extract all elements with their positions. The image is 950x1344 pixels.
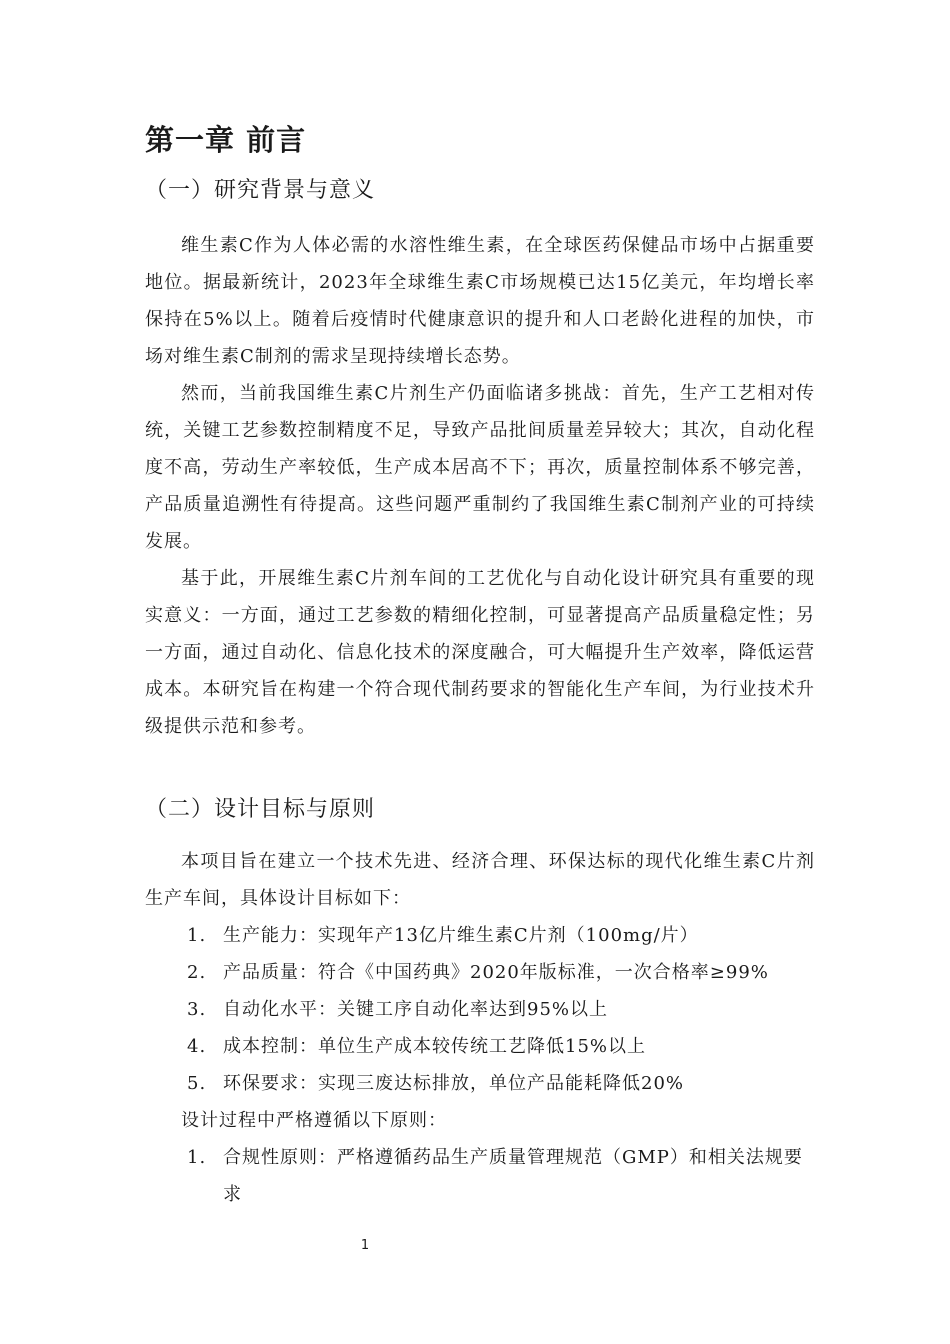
goal-number: 3. [187, 999, 207, 1020]
section-title-background: （一）研究背景与意义 [145, 178, 376, 203]
goal-text: 环保要求：实现三废达标排放，单位产品能耗降低20% [223, 1073, 685, 1094]
goals-intro: 本项目旨在建立一个技术先进、经济合理、环保达标的现代化维生素C片剂生产车间，具体设计目标如下： [145, 851, 815, 909]
goal-item [145, 1065, 815, 1102]
principles-intro: 设计过程中严格遵循以下原则： [181, 1110, 447, 1131]
goal-item [145, 917, 815, 954]
goal-text: 成本控制：单位生产成本较传统工艺降低15%以上 [223, 1036, 647, 1057]
goal-number: 4. [187, 1036, 207, 1057]
goal-item [145, 954, 815, 991]
goal-number: 5. [187, 1073, 207, 1094]
paragraph-challenges: 然而，当前我国维生素C片剂生产仍面临诸多挑战：首先，生产工艺相对传统，关键工艺参数控制精度不足，导致产品批间质量差异较大；其次，自动化程度不高，劳动生产率较低，生产成本居高不下；再次，质量控制体系不够完善，产品质量追溯性有待提高。这些问题严重制约了我国维生素C制剂产业的可持续发展。 [145, 383, 815, 552]
goal-text: 自动化水平：关键工序自动化率达到95%以上 [223, 999, 609, 1020]
goal-item [145, 991, 815, 1028]
principle-item [145, 1139, 815, 1213]
principle-text: 合规性原则：严格遵循药品生产质量管理规范（GMP）和相关法规要求 [223, 1147, 803, 1205]
section-goals-body [145, 843, 815, 1213]
goal-item [145, 1028, 815, 1065]
section-background-body [145, 227, 815, 745]
section-title-goals: （二）设计目标与原则 [145, 797, 376, 822]
goal-text: 生产能力：实现年产13亿片维生素C片剂（100mg/片） [223, 925, 699, 946]
paragraph-significance: 基于此，开展维生素C片剂车间的工艺优化与自动化设计研究具有重要的现实意义：一方面，通过工艺参数的精细化控制，可显著提高产品质量稳定性；另一方面，通过自动化、信息化技术的深度融合，可大幅提升生产效率，降低运营成本。本研究旨在构建一个符合现代制药要求的智能化生产车间，为行业技术升级提供示范和参考。 [145, 568, 815, 737]
chapter-title: 第一章 前言 [145, 123, 307, 157]
paragraph-market: 维生素C作为人体必需的水溶性维生素，在全球医药保健品市场中占据重要地位。据最新统计，2023年全球维生素C市场规模已达15亿美元，年均增长率保持在5%以上。随着后疫情时代健康意识的提升和人口老龄化进程的加快，市场对维生素C制剂的需求呈现持续增长态势。 [145, 235, 815, 367]
goal-number: 1. [187, 925, 207, 946]
page-number: 1 [360, 1238, 370, 1253]
goal-number: 2. [187, 962, 207, 983]
principle-number: 1. [187, 1147, 207, 1168]
goal-text: 产品质量：符合《中国药典》2020年版标准，一次合格率≥99% [223, 962, 769, 983]
